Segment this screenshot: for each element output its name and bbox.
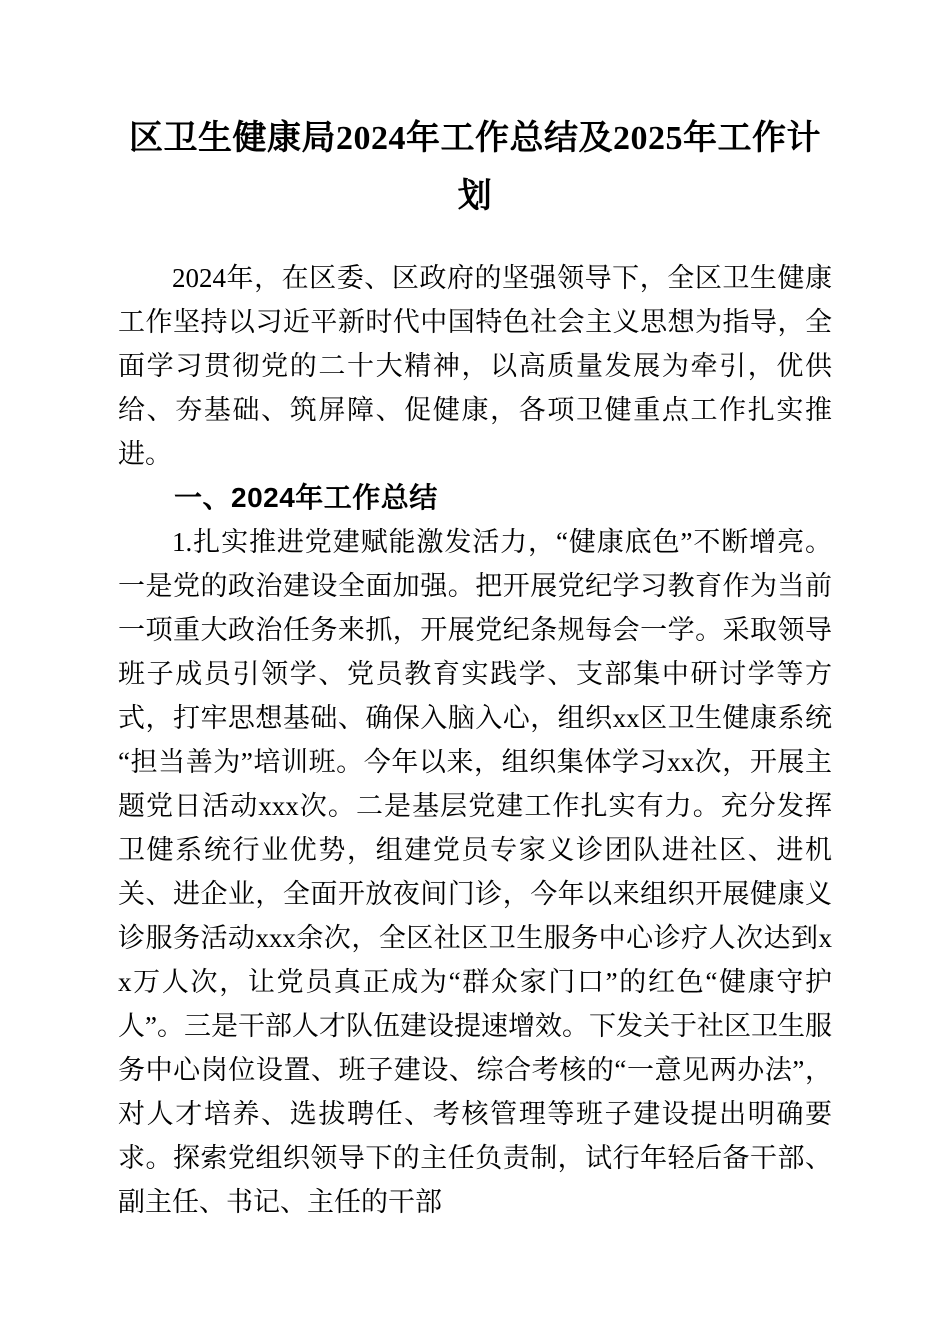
document-title: 区卫生健康局2024年工作总结及2025年工作计划 <box>129 120 821 215</box>
section-1-body-paragraph: 1.扎实推进党建赋能激发活力，“健康底色”不断增亮。一是党的政治建设全面加强。把开展党纪学习教育作为当前一项重大政治任务来抓，开展党纪条规每会一学。采取领导班子成员引领学、党员教育实践学、支部集中研讨学等方式，打牢思想基础、确保入脑入心，组织xx区卫生健康系统“担当善为”培训班。今年以来，组织集体学习xx次，开展主题党日活动xxx次。二是基层党建工作扎实有力。充分发挥卫健系统行业优势，组建党员专家义诊团队进社区、进机关、进企业，全面开放夜间门诊，今年以来组织开展健康义诊服务活动xxx余次，全区社区卫生服务中心诊疗人次达到xx万人次，让党员真正成为“群众家门口”的红色“健康守护人”。三是干部人才队伍建设提速增效。下发关于社区卫生服务中心岗位设置、班子建设、综合考核的“一意见两办法”，对人才培养、选拔聘任、考核管理等班子建设提出明确要求。探索党组织领导下的主任负责制，试行年轻后备干部、副主任、书记、主任的干部 <box>118 527 832 1217</box>
section-1-heading: 一、2024年工作总结 <box>174 482 438 513</box>
intro-paragraph: 2024年，在区委、区政府的坚强领导下，全区卫生健康工作坚持以习近平新时代中国特色社会主义思想为指导，全面学习贯彻党的二十大精神，以高质量发展为牵引，优供给、夯基础、筑屏障、促健康，各项卫健重点工作扎实推进。 <box>118 263 832 469</box>
